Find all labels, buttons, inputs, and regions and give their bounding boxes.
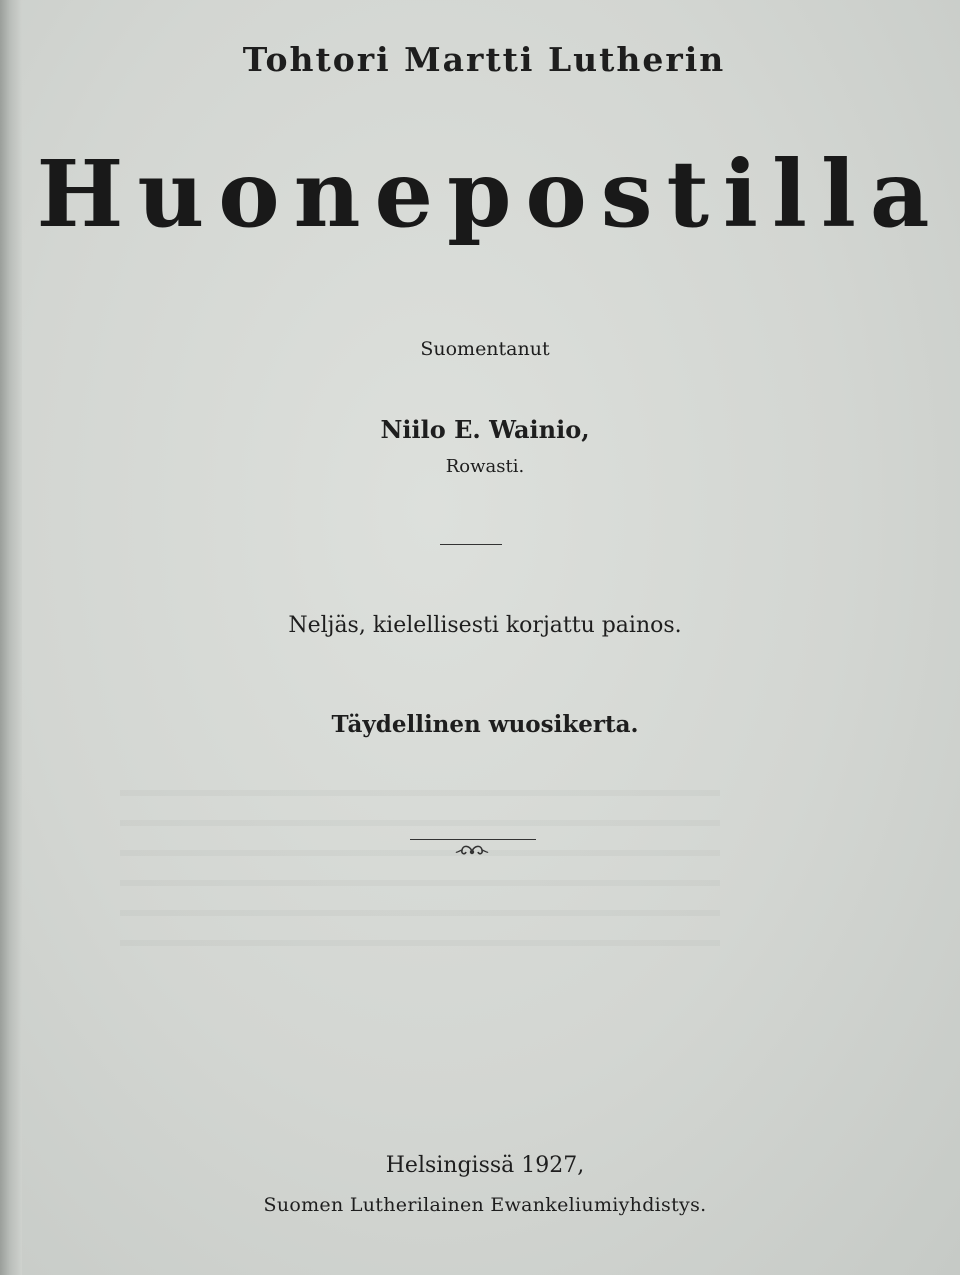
publisher-line: Suomen Lutherilainen Ewankeliumiyhdistys. xyxy=(263,1194,707,1216)
separator-rule xyxy=(440,544,502,545)
translator-name: Niilo E. Wainio, xyxy=(380,415,590,444)
completeness-line: Täydellinen wuosikerta. xyxy=(331,711,639,738)
author-line: Tohtori Martti Lutherin xyxy=(242,40,726,79)
reverse-side-print-bleed xyxy=(120,790,720,960)
edition-line: Neljäs, kielellisesti korjattu painos. xyxy=(288,613,682,638)
translated-by-label: Suomentanut xyxy=(420,338,550,360)
book-title: Huonepostilla xyxy=(36,140,944,248)
ornament-rule xyxy=(410,839,536,840)
translator-title: Rowasti. xyxy=(445,456,525,477)
place-and-year: Helsingissä 1927, xyxy=(385,1153,585,1178)
fleuron-ornament-icon xyxy=(452,842,492,860)
